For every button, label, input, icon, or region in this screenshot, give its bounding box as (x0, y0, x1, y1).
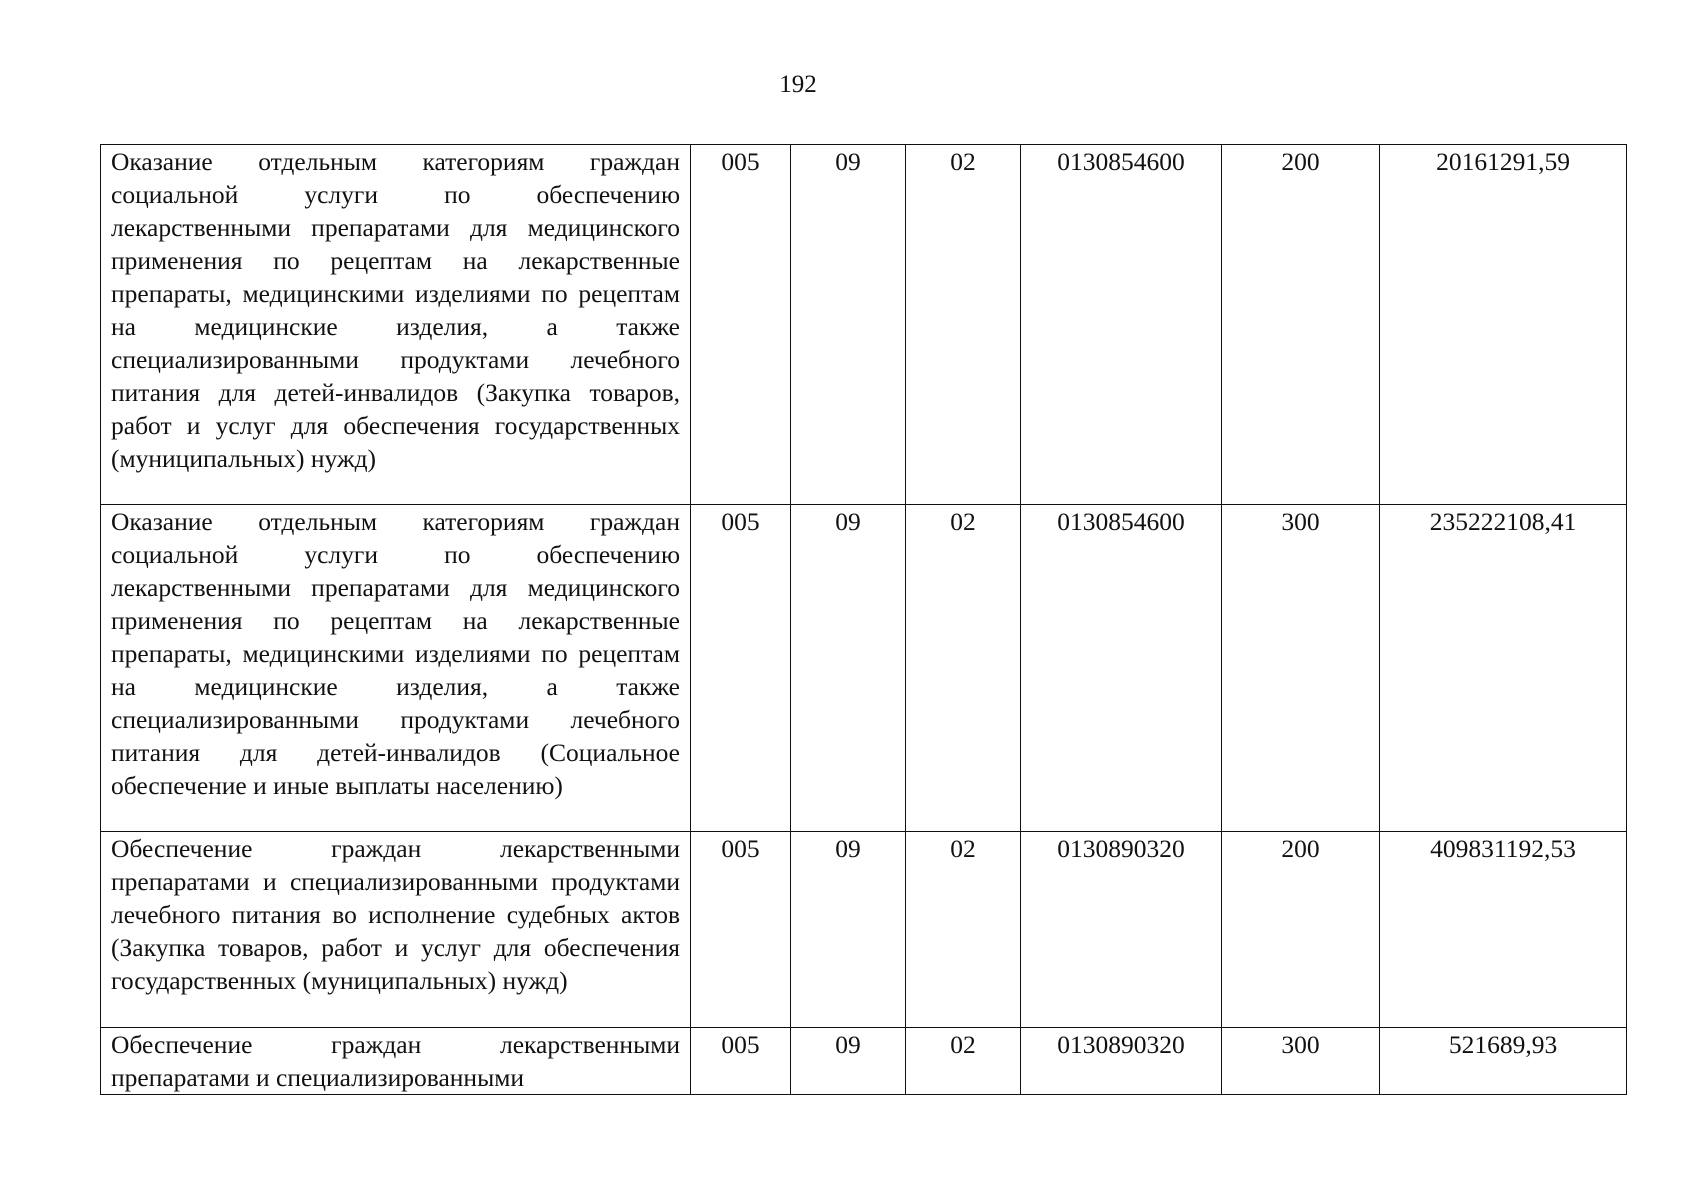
amount: 409831192,53 (1380, 832, 1627, 1028)
amount: 521689,93 (1380, 1028, 1627, 1095)
section-code: 09 (791, 505, 906, 832)
expense-type-code: 200 (1222, 832, 1380, 1028)
subsection-code: 02 (906, 505, 1021, 832)
subsection-code: 02 (906, 1028, 1021, 1095)
target-article-code: 0130890320 (1021, 832, 1222, 1028)
table-row (101, 505, 1627, 832)
table-row (101, 145, 1627, 505)
expense-type-code: 300 (1222, 1028, 1380, 1095)
section-code: 09 (791, 1028, 906, 1095)
budget-table (100, 144, 1627, 1095)
page-number: 192 (779, 71, 817, 98)
table-row (101, 1028, 1627, 1095)
expense-type-code: 300 (1222, 505, 1380, 832)
target-article-code: 0130854600 (1021, 505, 1222, 832)
amount: 235222108,41 (1380, 505, 1627, 832)
subsection-code: 02 (906, 832, 1021, 1028)
subsection-code: 02 (906, 145, 1021, 505)
section-code: 09 (791, 145, 906, 505)
amount: 20161291,59 (1380, 145, 1627, 505)
admin-code: 005 (691, 505, 791, 832)
row-description: Оказание отдельным категориям граждан социальной услуги по обеспечению лекарственными препаратами для медицинского применения по рецептам на лекарственные препараты, медицинскими изделиями по рецептам на медицинские изделия, а также специализированными продуктами лечебного питания для детей-инвалидов (Социальное обеспечение и иные выплаты населению) (101, 505, 691, 832)
row-description: Обеспечение граждан лекарственными препаратами и специализированными продуктами лечебного питания во исполнение судебных актов (Закупка товаров, работ и услуг для обеспечения государственных (муниципальных) нужд) (101, 832, 691, 1028)
expense-type-code: 200 (1222, 145, 1380, 505)
admin-code: 005 (691, 832, 791, 1028)
target-article-code: 0130854600 (1021, 145, 1222, 505)
row-description: Оказание отдельным категориям граждан социальной услуги по обеспечению лекарственными препаратами для медицинского применения по рецептам на лекарственные препараты, медицинскими изделиями по рецептам на медицинские изделия, а также специализированными продуктами лечебного питания для детей-инвалидов (Закупка товаров, работ и услуг для обеспечения государственных (муниципальных) нужд) (101, 145, 691, 505)
target-article-code: 0130890320 (1021, 1028, 1222, 1095)
table-row (101, 832, 1627, 1028)
admin-code: 005 (691, 1028, 791, 1095)
admin-code: 005 (691, 145, 791, 505)
section-code: 09 (791, 832, 906, 1028)
row-description: Обеспечение граждан лекарственными препаратами и специализированными (101, 1028, 691, 1095)
